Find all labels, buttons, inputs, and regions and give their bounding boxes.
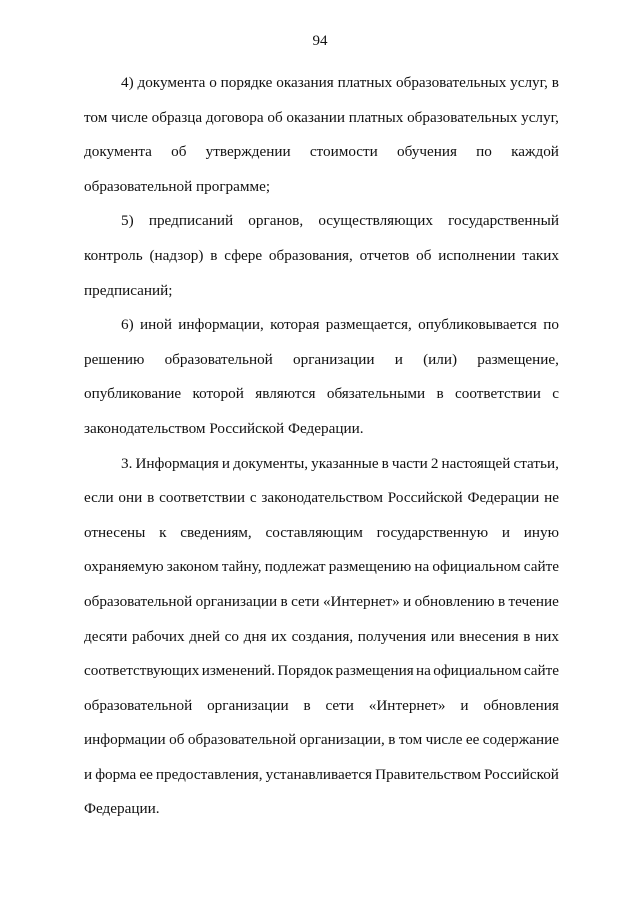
text-line bbox=[84, 758, 559, 793]
word: создания, bbox=[291, 627, 354, 645]
word: сети bbox=[291, 592, 320, 610]
word: на bbox=[414, 558, 430, 576]
word: и bbox=[460, 696, 469, 714]
word: Порядок bbox=[277, 662, 334, 680]
word: статьи, bbox=[513, 454, 559, 472]
word: об bbox=[416, 246, 432, 264]
word: они bbox=[118, 489, 143, 507]
word: и bbox=[221, 454, 231, 472]
word: соответствии bbox=[159, 489, 245, 507]
word: или bbox=[430, 627, 455, 645]
word: сведениям, bbox=[180, 523, 252, 541]
word: и bbox=[84, 765, 93, 783]
word: обучения bbox=[397, 143, 457, 161]
word: образовательной bbox=[164, 350, 273, 368]
word: иную bbox=[523, 523, 559, 541]
word: форма bbox=[95, 765, 137, 783]
word: устанавливается bbox=[265, 765, 373, 783]
word: образовательной bbox=[84, 592, 193, 610]
word: в bbox=[551, 74, 559, 91]
word: отнесены bbox=[84, 523, 146, 541]
word: в bbox=[147, 489, 155, 507]
text-line bbox=[84, 447, 559, 482]
word: Информация bbox=[135, 454, 219, 472]
text-line bbox=[84, 689, 559, 724]
text-line bbox=[84, 343, 559, 378]
word: организации bbox=[293, 350, 375, 368]
word: Российской bbox=[484, 765, 559, 783]
text-line: Федерации. bbox=[84, 800, 160, 818]
word: ее bbox=[465, 731, 480, 749]
word: образовательной bbox=[84, 696, 193, 714]
word: внесения bbox=[459, 627, 519, 645]
word: содержание bbox=[482, 731, 559, 749]
word: и bbox=[501, 523, 511, 541]
text-line bbox=[84, 66, 559, 101]
text-line bbox=[84, 308, 559, 343]
text-line bbox=[84, 550, 559, 585]
word: документа bbox=[84, 143, 152, 161]
page-number: 94 bbox=[312, 33, 328, 49]
word: «Интернет» bbox=[322, 592, 400, 610]
word: 4) bbox=[121, 74, 134, 91]
word: порядке bbox=[220, 74, 273, 91]
word: охраняемую bbox=[84, 558, 164, 576]
word: со bbox=[224, 627, 240, 645]
word: утверждении bbox=[205, 143, 291, 161]
text-line bbox=[84, 620, 559, 655]
word: исполнении bbox=[438, 246, 516, 264]
word: обязательными bbox=[326, 385, 426, 403]
word: обновления bbox=[483, 696, 559, 714]
word: являются bbox=[255, 385, 316, 403]
word: об bbox=[171, 143, 187, 161]
word: осуществляющих bbox=[318, 212, 433, 230]
word: о bbox=[209, 74, 217, 91]
word: их bbox=[271, 627, 287, 645]
word: образовательных bbox=[407, 108, 518, 126]
word: услуг, bbox=[521, 108, 559, 126]
word: организации bbox=[207, 696, 289, 714]
word: организации bbox=[195, 592, 278, 610]
word: с bbox=[552, 385, 559, 403]
word: Российской bbox=[387, 489, 463, 507]
text-line: образовательной программе; bbox=[84, 177, 271, 195]
word: услуг, bbox=[510, 74, 548, 91]
word: размещается, bbox=[325, 316, 412, 334]
word: которая bbox=[270, 316, 320, 334]
text-line bbox=[84, 204, 559, 239]
word: настоящей bbox=[441, 454, 511, 472]
word: обновлению bbox=[414, 592, 495, 610]
word: ее bbox=[139, 765, 153, 783]
word: образца bbox=[151, 108, 203, 126]
word: том bbox=[398, 731, 423, 749]
word: в bbox=[210, 246, 218, 264]
word: образовательной bbox=[187, 731, 297, 749]
word: и bbox=[403, 592, 412, 610]
word: соответствии bbox=[455, 385, 541, 403]
word: Правительством bbox=[375, 765, 481, 783]
word: официальном bbox=[432, 558, 521, 576]
word: числе bbox=[111, 108, 148, 126]
word: части bbox=[391, 454, 428, 472]
text-line bbox=[84, 585, 559, 620]
word: отчетов bbox=[359, 246, 410, 264]
word: стоимости bbox=[309, 143, 378, 161]
word: законом bbox=[166, 558, 219, 576]
word: по bbox=[543, 316, 559, 334]
word: 6) bbox=[121, 316, 134, 334]
word: сети bbox=[325, 696, 354, 714]
word: 5) bbox=[121, 212, 134, 230]
word: составляющим bbox=[265, 523, 363, 541]
word: органов, bbox=[248, 212, 304, 230]
word: них bbox=[535, 627, 559, 645]
text-line bbox=[84, 654, 559, 689]
word: информации, bbox=[178, 316, 264, 334]
word: 3. bbox=[121, 454, 133, 472]
word: 2 bbox=[430, 454, 439, 472]
word: организации, bbox=[299, 731, 385, 749]
word: контроль bbox=[84, 246, 143, 264]
word: размещение, bbox=[477, 350, 559, 368]
word: оказания bbox=[276, 74, 334, 91]
word: которой bbox=[192, 385, 244, 403]
word: законодательством bbox=[261, 489, 383, 507]
word: к bbox=[159, 523, 167, 541]
word: в bbox=[436, 385, 444, 403]
word: договора bbox=[205, 108, 264, 126]
text-line: предписаний; bbox=[84, 281, 173, 299]
word: по bbox=[476, 143, 492, 161]
word: опубликовывается bbox=[418, 316, 537, 334]
word: иной bbox=[139, 316, 172, 334]
word: тайну, bbox=[221, 558, 262, 576]
word: (или) bbox=[423, 350, 458, 368]
word: информации bbox=[84, 731, 166, 749]
word: изменений. bbox=[201, 662, 276, 680]
word: сайте bbox=[523, 662, 559, 680]
word: не bbox=[544, 489, 559, 507]
text-line bbox=[84, 516, 559, 551]
word: сфере bbox=[224, 246, 263, 264]
word: сайте bbox=[523, 558, 559, 576]
word: «Интернет» bbox=[368, 696, 446, 714]
word: официальном bbox=[433, 662, 522, 680]
text-line bbox=[84, 723, 559, 758]
word: государственную bbox=[376, 523, 489, 541]
word: в bbox=[381, 454, 389, 472]
word: указанные bbox=[311, 454, 379, 472]
word: в bbox=[388, 731, 396, 749]
word: том bbox=[84, 108, 108, 126]
text-line bbox=[84, 101, 559, 136]
word: в bbox=[303, 696, 311, 714]
word: если bbox=[84, 489, 114, 507]
text-line bbox=[84, 239, 559, 274]
word: оказании bbox=[286, 108, 346, 126]
word: дней bbox=[189, 627, 221, 645]
word: рабочих bbox=[132, 627, 185, 645]
word: опубликование bbox=[84, 385, 182, 403]
text-line: законодательством Российской Федерации. bbox=[84, 419, 364, 437]
word: документы, bbox=[233, 454, 309, 472]
word: документа bbox=[137, 74, 206, 91]
word: с bbox=[249, 489, 257, 507]
word: размещения bbox=[335, 662, 414, 680]
word: дня bbox=[243, 627, 267, 645]
document-body bbox=[84, 66, 559, 827]
word: решению bbox=[84, 350, 145, 368]
word: размещению bbox=[328, 558, 412, 576]
word: соответствующих bbox=[84, 662, 200, 680]
word: в bbox=[280, 592, 288, 610]
word: в bbox=[497, 592, 506, 610]
word: государственный bbox=[448, 212, 559, 230]
word: образовательных bbox=[396, 74, 507, 91]
text-line bbox=[84, 135, 559, 170]
word: каждой bbox=[511, 143, 559, 161]
word: числе bbox=[425, 731, 463, 749]
word: платных bbox=[337, 74, 393, 91]
word: в bbox=[523, 627, 531, 645]
word: десяти bbox=[84, 627, 128, 645]
word: об bbox=[169, 731, 185, 749]
word: и bbox=[394, 350, 403, 368]
word: предоставления, bbox=[155, 765, 263, 783]
word: предписаний bbox=[148, 212, 234, 230]
word: Федерации bbox=[467, 489, 540, 507]
word: об bbox=[267, 108, 283, 126]
word: течение bbox=[508, 592, 559, 610]
word: на bbox=[416, 662, 431, 680]
word: (надзор) bbox=[149, 246, 204, 264]
text-line bbox=[84, 481, 559, 516]
word: образования, bbox=[268, 246, 353, 264]
text-line bbox=[84, 377, 559, 412]
word: подлежат bbox=[264, 558, 326, 576]
word: платных bbox=[348, 108, 404, 126]
word: получения bbox=[357, 627, 427, 645]
word: таких bbox=[522, 246, 559, 264]
